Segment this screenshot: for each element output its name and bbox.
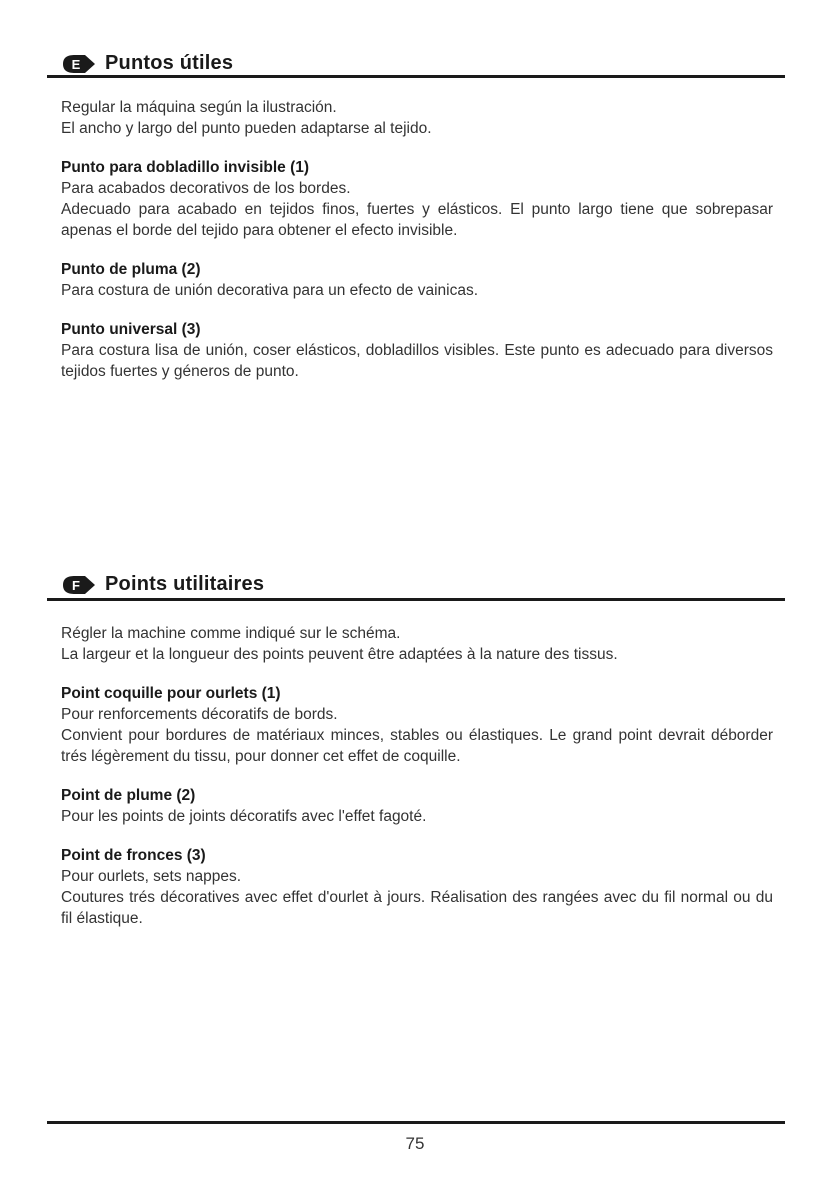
section-divider xyxy=(47,598,785,601)
stitch-heading: Punto para dobladillo invisible (1) xyxy=(61,159,310,176)
svg-text:F: F xyxy=(72,577,80,593)
stitch-text: Coutures trés décoratives avec effet d'ourlet à jours. Réalisation des rangées avec du fil normal ou du fil élastique. xyxy=(61,889,773,927)
stitch-text: Adecuado para acabado en tejidos finos, fuertes y elásticos. El punto largo tiene que sobrepasar apenas el borde del tejido para obtener el efecto invisible. xyxy=(61,201,773,239)
stitch-heading: Punto de pluma (2) xyxy=(61,261,201,278)
intro-line: La largeur et la longueur des points peuvent être adaptées à la nature des tissus. xyxy=(61,646,618,663)
stitch-text: Convient pour bordures de matériaux minces, stables ou élastiques. Le grand point devrait déborder trés légèrement du tissu, pour donner cet effet de coquille. xyxy=(61,727,773,765)
stitch-text: Pour ourlets, sets nappes. xyxy=(61,868,242,885)
svg-text:E: E xyxy=(71,56,81,72)
language-badge-icon xyxy=(61,574,97,596)
stitch-text: Para costura de unión decorativa para un efecto de vainicas. xyxy=(61,282,479,299)
intro-line: Regular la máquina según la ilustración. xyxy=(61,99,337,116)
intro-line: El ancho y largo del punto pueden adaptarse al tejido. xyxy=(61,120,432,137)
stitch-heading: Point coquille pour ourlets (1) xyxy=(61,685,281,702)
section-heading-fr xyxy=(61,573,264,596)
stitch-text: Pour renforcements décoratifs de bords. xyxy=(61,706,338,723)
section-body-fr xyxy=(61,623,773,929)
section-body-es xyxy=(61,97,773,382)
section-heading-es xyxy=(61,52,233,75)
page-number: 75 xyxy=(405,1134,425,1153)
stitch-text: Pour les points de joints décoratifs avec l'effet fagoté. xyxy=(61,808,427,825)
stitch-text: Para acabados decorativos de los bordes. xyxy=(61,180,351,197)
stitch-heading: Punto universal (3) xyxy=(61,321,201,338)
section-title: Points utilitaires xyxy=(105,573,265,595)
section-title: Puntos útiles xyxy=(105,52,234,74)
stitch-heading: Point de fronces (3) xyxy=(61,847,206,864)
section-divider xyxy=(47,75,785,78)
stitch-heading: Point de plume (2) xyxy=(61,787,196,804)
language-badge-icon xyxy=(61,53,97,75)
stitch-text: Para costura lisa de unión, coser elásticos, dobladillos visibles. Este punto es adecuado para diversos tejidos fuertes y géneros de punto. xyxy=(61,342,773,380)
intro-line: Régler la machine comme indiqué sur le schéma. xyxy=(61,625,401,642)
footer-divider xyxy=(47,1121,785,1124)
